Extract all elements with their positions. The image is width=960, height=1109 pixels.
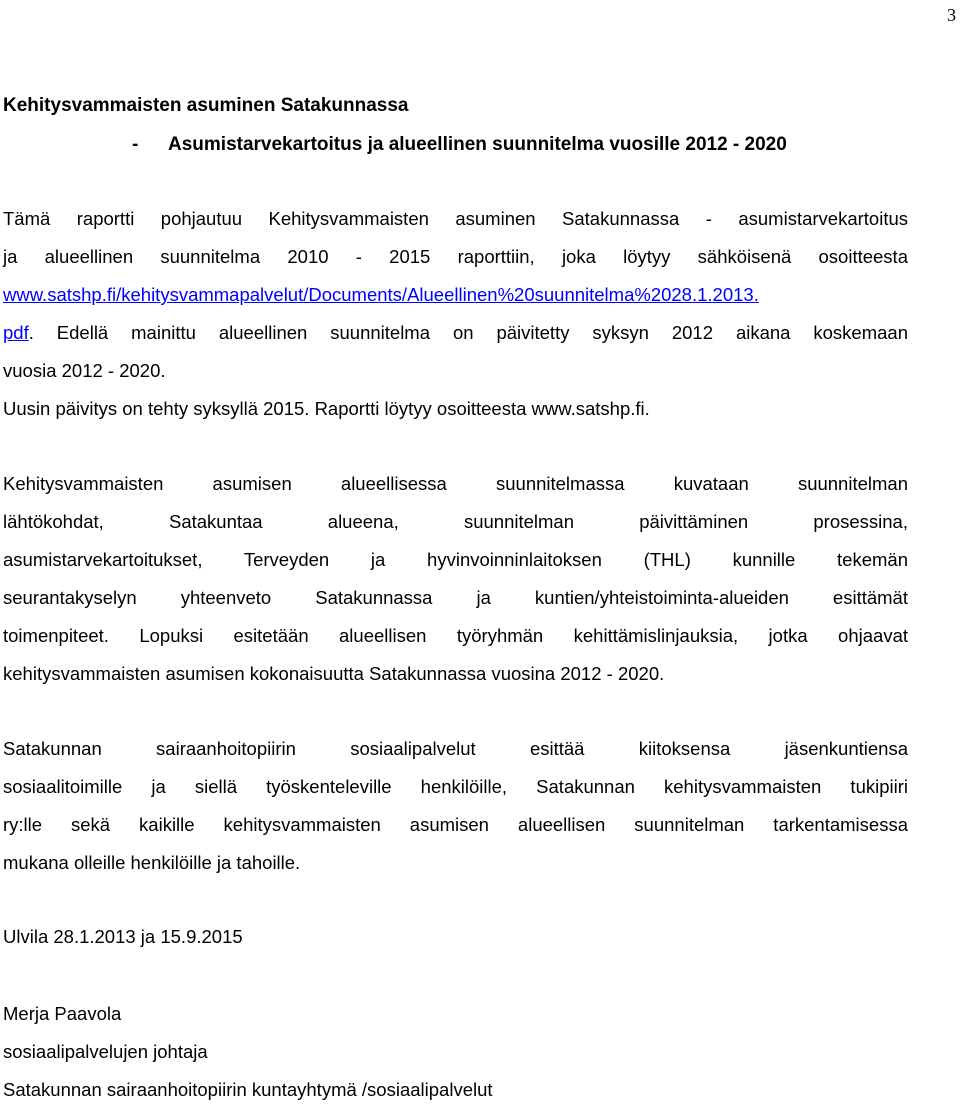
thanks-line: Satakunnan sairaanhoitopiirin sosiaalipalvelut esittää kiitoksensa jäsenkuntiensa	[3, 738, 908, 759]
subtitle-text: Asumistarvekartoitus ja alueellinen suunnitelma vuosille 2012 - 2020	[168, 134, 787, 155]
subtitle-dash: -	[132, 134, 139, 155]
summary-line: asumistarvekartoitukset, Terveyden ja hyvinvoinninlaitoksen (THL) kunnille tekemän	[3, 549, 908, 570]
thanks-line: sosiaalitoimille ja siellä työskenteleville henkilöille, Satakunnan kehitysvammaisten tukipiiri	[3, 776, 908, 797]
update-line: Uusin päivitys on tehty syksyllä 2015. Raportti löytyy osoitteesta www.satshp.fi.	[3, 398, 650, 419]
summary-line: lähtökohdat, Satakuntaa alueena, suunnitelman päivittäminen prosessina,	[3, 511, 908, 532]
report-link[interactable]: www.satshp.fi/kehitysvammapalvelut/Documents/Alueellinen%20suunnitelma%2028.1.2013.	[3, 284, 759, 305]
summary-line: Kehitysvammaisten asumisen alueellisessa suunnitelmassa kuvataan suunnitelman	[3, 473, 908, 494]
intro-line: Tämä raportti pohjautuu Kehitysvammaisten asuminen Satakunnassa - asumistarvekartoitus	[3, 208, 908, 229]
summary-paragraph	[3, 465, 908, 693]
update-note	[3, 390, 908, 428]
document-subtitle	[3, 133, 787, 157]
summary-line: seurantakyselyn yhteenveto Satakunnassa ja kuntien/yhteistoiminta-alueiden esittämät	[3, 587, 908, 608]
page-number: 3	[947, 5, 956, 25]
document-title: Kehitysvammaisten asuminen Satakunnassa	[3, 95, 409, 116]
intro-link-line	[3, 276, 908, 314]
report-link-suffix[interactable]: pdf	[3, 322, 29, 343]
summary-line: toimenpiteet. Lopuksi esitetään alueellisen työryhmän kehittämislinjauksia, jotka ohjaavat	[3, 625, 908, 646]
thanks-line: mukana olleille henkilöille ja tahoille.	[3, 852, 301, 873]
thanks-paragraph	[3, 730, 908, 882]
summary-line: kehitysvammaisten asumisen kokonaisuutta Satakunnassa vuosina 2012 - 2020.	[3, 663, 665, 684]
signature-organization: Satakunnan sairaanhoitopiirin kuntayhtymä /sosiaalipalvelut	[3, 1079, 493, 1100]
intro-paragraph	[3, 200, 908, 390]
intro-line: ja alueellinen suunnitelma 2010 - 2015 raporttiin, joka löytyy sähköisenä osoitteesta	[3, 246, 908, 267]
signature-name: Merja Paavola	[3, 1003, 122, 1024]
place-date-text: Ulvila 28.1.2013 ja 15.9.2015	[3, 926, 243, 947]
thanks-line: ry:lle sekä kaikille kehitysvammaisten asumisen alueellisen suunnitelman tarkentamisessa	[3, 814, 908, 835]
intro-line	[3, 314, 908, 352]
intro-line-rest: . Edellä mainittu alueellinen suunnitelma on päivitetty syksyn 2012 aikana koskemaan	[28, 322, 908, 343]
signature-block	[3, 995, 908, 1109]
place-date	[3, 918, 908, 956]
intro-line: vuosia 2012 - 2020.	[3, 360, 166, 381]
signature-role: sosiaalipalvelujen johtaja	[3, 1041, 208, 1062]
